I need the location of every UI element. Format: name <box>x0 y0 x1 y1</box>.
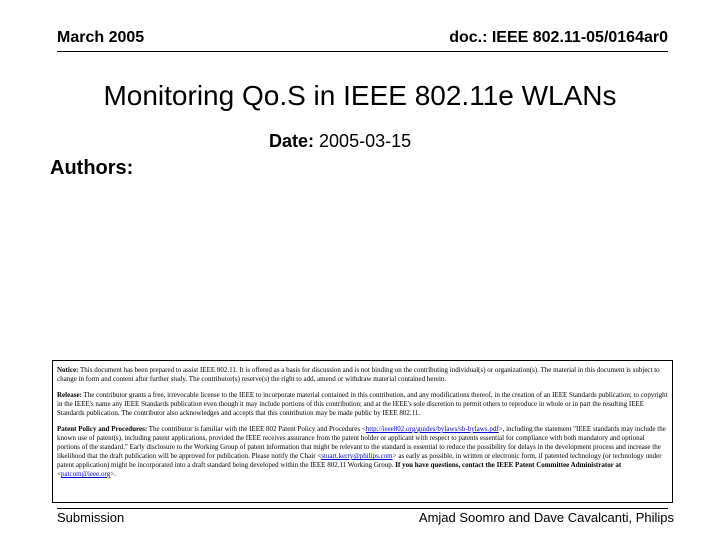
patent-end: >. <box>110 470 116 478</box>
footer-authors: Amjad Soomro and Dave Cavalcanti, Philips <box>418 510 674 525</box>
patent-policy-link[interactable]: http://ieee802.org/guides/bylaws/sb-bylaws.pdf <box>365 425 499 433</box>
header-doc-id: doc.: IEEE 802.11-05/0164ar0 <box>449 29 668 46</box>
slide-date <box>269 131 411 152</box>
footer-submission: Submission <box>57 510 125 525</box>
header-divider <box>57 51 668 52</box>
patent-paragraph: Patent Policy and Procedures: The contributor is familiar with the IEEE 802 Patent Policy and Procedures <http://ieee802.org/guides/bylaws/sb-bylaws.pdf>, including the statement "IEEE standards may include the known use of patent(s), including patent applications, provided the IEEE receives assurance from the patent holder or applicant with respect to patents essential for compliance with both mandatory and optional portions of the standard." Early disclosure to the Working Group of patent information that might be relevant to the standard is essential to reduce the possibility for delays in the development process and increase the likelihood that the draft publication will be approved for publication. Please notify the Chair <stuart.kerry@philips.com> as early as possible, in written or electronic form, if patented technology (or technology under patent application) might be incorporated into a draft standard being developed within the IEEE 802.11 Working Group. If you have questions, contact the IEEE Patent Committee Administrator at <patcom@ieee.org>. <box>57 425 666 478</box>
patent-label: Patent Policy and Procedures: <box>57 425 148 433</box>
notice-text: This document has been prepared to assist IEEE 802.11. It is offered as a basis for discussion and is not binding on the contributing individual(s) or organization(s). The material in this document is subject to change in form and content after further study. The contributor(s) reserve(s) the right to add, amend or withdraw material contained herein. <box>57 366 660 383</box>
authors-heading: Authors: <box>50 157 134 179</box>
notice-label: Notice: <box>57 366 79 374</box>
ieee-notice-box <box>52 360 673 503</box>
release-label: Release: <box>57 391 82 399</box>
patent-text-3: > as early as possible, in written or electronic form, if patented technology (or technology under patent application) might be incorporated into a draft standard being developed within the IEEE 802.11 Working Group. <box>57 452 662 469</box>
notice-paragraph <box>57 366 668 384</box>
patcom-email-link[interactable]: patcom@ieee.org <box>60 470 111 478</box>
date-label: Date: <box>269 131 315 151</box>
header-date: March 2005 <box>57 29 145 46</box>
patent-contact-text: If you have questions, contact the IEEE Patent Committee Administrator at <box>395 461 622 469</box>
release-paragraph <box>57 391 668 418</box>
date-value: 2005-03-15 <box>319 131 412 151</box>
release-text: The contributor grants a free, irrevocable license to the IEEE to incorporate material contained in this contribution, and any modifications thereof, in the creation of an IEEE Standards publication; to copyright in the IEEE's name any IEEE Standards publication even though it may include portions of this contribution; and at the IEEE's sole discretion to permit others to reproduce in whole or in part the resulting IEEE Standards publication. The contributor also acknowledges and accepts that this contribution may be made public by IEEE 802.11. <box>57 391 668 417</box>
chair-email-link[interactable]: stuart.kerry@philips.com <box>321 452 393 460</box>
patent-text-1: The contributor is familiar with the IEEE 802 Patent Policy and Procedures < <box>148 425 366 433</box>
patent-text-2: >, including the statement "IEEE standards may include the known use of patent(s), including patent applications, provided the IEEE receives assurance from the patent holder or applicant with respect to patents essential for compliance with both mandatory and optional portions of the standard." Early disclosure to the Working Group of patent information that might be relevant to the standard is essential to reduce the possibility for delays in the development process and increase the likelihood that the draft publication will be approved for publication. Please notify the Chair < <box>57 425 666 460</box>
footer-divider <box>57 508 668 509</box>
slide-title: Monitoring Qo.S in IEEE 802.11e WLANs <box>103 80 617 111</box>
